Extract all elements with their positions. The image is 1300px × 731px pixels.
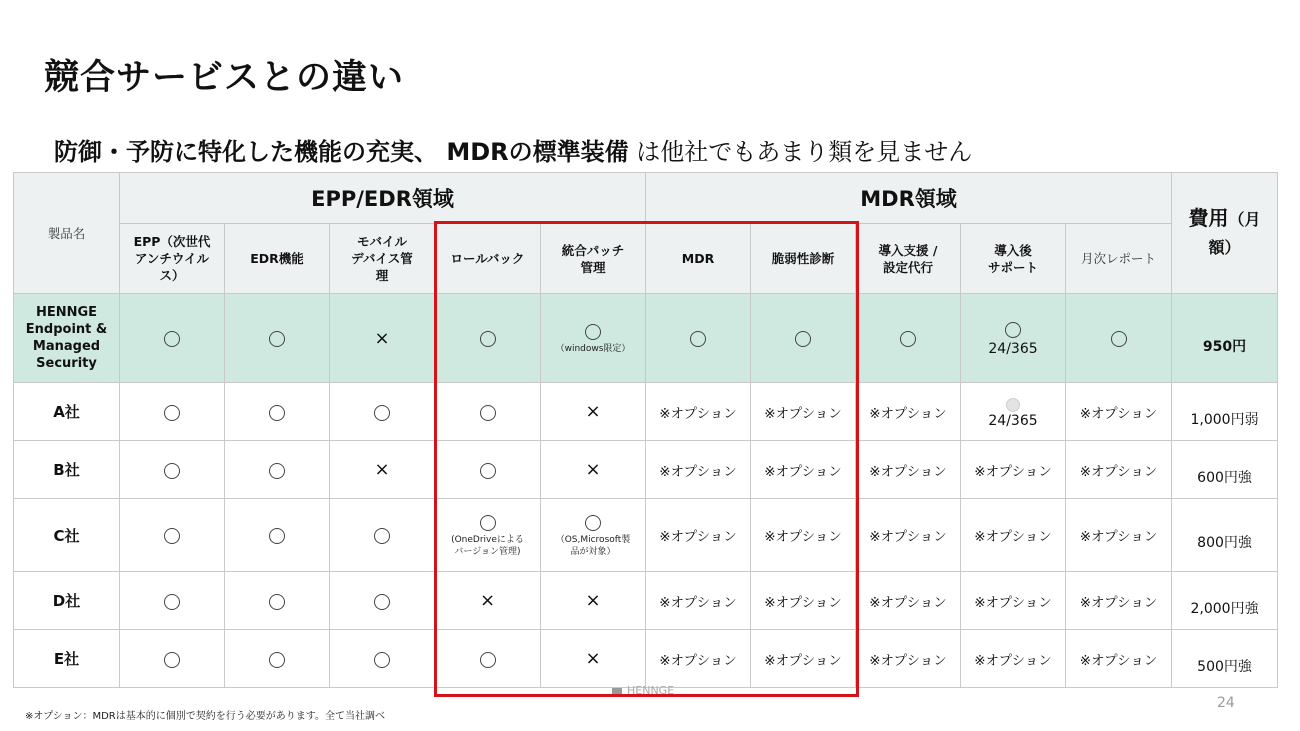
cell-available (120, 499, 225, 572)
cell-unavailable (541, 572, 646, 630)
option-text: ※オプション (1079, 463, 1158, 480)
table-row-our-product (14, 294, 1278, 383)
cell-available (856, 294, 961, 383)
cell-unavailable (541, 383, 646, 441)
circle-icon (164, 463, 180, 479)
page-title: 競合サービスとの違い (44, 58, 405, 98)
cell-unavailable (435, 572, 541, 630)
cell-available (330, 572, 435, 630)
cell-available (961, 383, 1066, 441)
circle-icon (480, 463, 496, 479)
cell-option (961, 441, 1066, 499)
cell-option (856, 441, 961, 499)
option-text: ※オプション (869, 405, 947, 422)
circle-icon (900, 331, 916, 347)
group-mdr: MDR領域 (646, 173, 1172, 224)
feature-line: 脆弱性診断 (771, 251, 835, 266)
cell-note: バージョン管理) (454, 546, 521, 557)
cross-icon: × (585, 401, 601, 422)
cell-option (856, 630, 961, 688)
price: 950円 (1202, 339, 1247, 355)
cross-icon: × (585, 459, 601, 480)
cell-option (646, 572, 751, 630)
page-number: 24 (1217, 695, 1235, 711)
circle-icon (374, 652, 390, 668)
cell-available (120, 630, 225, 688)
feature-line: 理 (375, 268, 389, 283)
option-text: ※オプション (1079, 652, 1158, 669)
cell-available (120, 383, 225, 441)
cell-available (961, 294, 1066, 383)
feature-line: EPP（次世代 (133, 234, 211, 249)
feature-line: 統合パッチ (561, 242, 625, 258)
cell-note: 品が対象） (570, 546, 616, 557)
cell-option (856, 499, 961, 572)
cell-available (120, 294, 225, 383)
option-text: ※オプション (1079, 594, 1158, 611)
feature-header-patch (541, 224, 646, 294)
cell-available (751, 294, 856, 383)
circle-icon (690, 331, 706, 347)
cell-option (646, 441, 751, 499)
subtitle-bold: 防御・予防に特化した機能の充実、 MDRの標準装備 (54, 138, 629, 166)
cell-option (751, 441, 856, 499)
circle-icon (269, 528, 285, 544)
price-cell (1172, 572, 1278, 630)
feature-line: サポート (988, 259, 1039, 275)
option-text: ※オプション (974, 594, 1052, 611)
circle-icon (374, 594, 390, 610)
cross-icon: × (585, 590, 601, 611)
product-name-line: Security (36, 356, 97, 371)
cell-unavailable (330, 294, 435, 383)
feature-line: 月次レポート (1081, 251, 1157, 266)
circle-icon (1005, 322, 1021, 338)
option-text: ※オプション (764, 405, 842, 422)
feature-header-mobile (330, 224, 435, 294)
option-text: ※オプション (869, 529, 947, 545)
cell-option (751, 383, 856, 441)
cell-option (1066, 630, 1172, 688)
cell-unavailable (330, 441, 435, 499)
feature-header-setup (856, 224, 961, 294)
cell-available (225, 630, 330, 688)
table-row (14, 441, 1278, 499)
support-value: 24/365 (988, 341, 1038, 357)
circle-icon (269, 463, 285, 479)
company-name: D社 (14, 572, 120, 630)
cost-header (1172, 173, 1278, 294)
feature-line: 導入後 (994, 242, 1032, 258)
feature-line: ロールバック (450, 251, 525, 266)
cell-available (435, 499, 541, 572)
cell-option (1066, 383, 1172, 441)
cell-available (435, 294, 541, 383)
cell-option (646, 499, 751, 572)
product-name-line: Endpoint & (25, 322, 108, 337)
cell-available (120, 441, 225, 499)
option-text: ※オプション (659, 652, 737, 669)
circle-icon (269, 652, 285, 668)
circle-icon (164, 652, 180, 668)
feature-line: モバイル (356, 234, 407, 249)
option-text: ※オプション (974, 529, 1052, 545)
table-row (14, 630, 1278, 688)
feature-line: アンチウイル (134, 251, 210, 266)
cost-header-line2: 額） (1208, 238, 1241, 257)
option-text: ※オプション (869, 652, 947, 669)
cell-option (1066, 572, 1172, 630)
cell-option (856, 383, 961, 441)
option-text: ※オプション (869, 463, 947, 480)
cell-option (961, 572, 1066, 630)
circle-icon (480, 652, 496, 668)
cell-available (1066, 294, 1172, 383)
cross-icon: × (585, 648, 601, 669)
feature-header-row (14, 224, 1278, 294)
feature-line: EDR機能 (250, 251, 304, 266)
cell-available (330, 383, 435, 441)
cell-option (961, 499, 1066, 572)
cell-unavailable (541, 441, 646, 499)
option-text: ※オプション (974, 652, 1052, 669)
company-logo: HENNGE (612, 684, 674, 697)
cross-icon: × (479, 590, 496, 611)
product-name-line: HENNGE (35, 305, 98, 320)
option-text: ※オプション (659, 529, 737, 545)
feature-header-report (1066, 224, 1172, 294)
comparison-table (13, 172, 1278, 688)
cross-icon: × (374, 327, 390, 349)
option-text: ※オプション (1079, 405, 1158, 422)
cell-option (646, 383, 751, 441)
company-name: C社 (14, 499, 120, 572)
cell-available (225, 441, 330, 499)
feature-line: 管理 (580, 259, 606, 275)
circle-icon (164, 528, 180, 544)
feature-header-mdr (646, 224, 751, 294)
cell-option (1066, 499, 1172, 572)
feature-header-vuln (751, 224, 856, 294)
cell-option (751, 572, 856, 630)
price: 600円強 (1197, 469, 1252, 486)
circle-icon (480, 405, 496, 421)
circle-icon (164, 594, 180, 610)
cell-option (961, 630, 1066, 688)
feature-line: デバイス管 (351, 251, 413, 266)
option-text: ※オプション (659, 463, 737, 480)
option-text: ※オプション (869, 594, 947, 611)
cell-available (225, 383, 330, 441)
circle-icon (164, 405, 180, 421)
circle-icon (269, 594, 285, 610)
cell-available (646, 294, 751, 383)
company-name: E社 (14, 630, 120, 688)
cost-header-suffix: （月 (1228, 210, 1261, 229)
feature-header-rollback (435, 224, 541, 294)
cell-available (435, 630, 541, 688)
cell-option (751, 499, 856, 572)
footnote: ※オプション：MDRは基本的に個別で契約を行う必要があります。全て当社調べ (25, 711, 385, 722)
company-name: B社 (14, 441, 120, 499)
cell-unavailable (541, 630, 646, 688)
option-text: ※オプション (764, 594, 842, 611)
circle-icon (374, 528, 390, 544)
feature-line: 導入支援 / (878, 242, 938, 258)
subtitle (54, 132, 972, 167)
circle-icon (795, 331, 811, 347)
feature-line: 設定代行 (883, 259, 934, 275)
feature-header-support (961, 224, 1066, 294)
circle-icon (164, 331, 180, 347)
cell-note: （windows限定） (555, 344, 631, 354)
price-cell (1172, 630, 1278, 688)
circle-icon (585, 515, 601, 531)
option-text: ※オプション (659, 405, 737, 422)
price: 800円強 (1197, 535, 1252, 551)
group-header-row (14, 173, 1278, 224)
cell-available (120, 572, 225, 630)
group-epp-edr: EPP/EDR領域 (120, 173, 646, 224)
cell-note: （OS,Microsoft製 (555, 534, 631, 545)
circle-icon (480, 331, 496, 347)
cell-available (541, 294, 646, 383)
circle-icon (1111, 331, 1127, 347)
cell-available (225, 294, 330, 383)
cell-available (435, 441, 541, 499)
grey-dot-icon (1006, 398, 1020, 412)
feature-header-edr (225, 224, 330, 294)
cell-available (330, 630, 435, 688)
option-text: ※オプション (764, 529, 842, 545)
price: 2,000円強 (1190, 600, 1259, 617)
cross-icon: × (374, 459, 390, 480)
support-value: 24/365 (988, 413, 1038, 429)
cell-note: (OneDriveによる (451, 534, 524, 545)
cell-available (330, 499, 435, 572)
cell-option (751, 630, 856, 688)
option-text: ※オプション (659, 594, 737, 611)
product-header: 製品名 (14, 173, 120, 294)
product-name-line: Managed (32, 339, 101, 354)
product-name-ours (14, 294, 120, 383)
feature-line: ス） (159, 268, 185, 283)
cell-available (225, 499, 330, 572)
option-text: ※オプション (764, 652, 842, 669)
table-row (14, 383, 1278, 441)
price-cell (1172, 383, 1278, 441)
cell-option (646, 630, 751, 688)
feature-header-epp (120, 224, 225, 294)
price: 500円強 (1197, 658, 1252, 675)
circle-icon (269, 405, 285, 421)
circle-icon (374, 405, 390, 421)
circle-icon (480, 515, 496, 531)
circle-icon (269, 331, 285, 347)
subtitle-normal: は他社でもあまり類を見ません (628, 138, 973, 166)
company-name: A社 (14, 383, 120, 441)
price-cell (1172, 441, 1278, 499)
option-text: ※オプション (974, 463, 1052, 480)
cell-option (856, 572, 961, 630)
cell-available (225, 572, 330, 630)
circle-icon (585, 324, 601, 340)
table-row (14, 499, 1278, 572)
cell-available (435, 383, 541, 441)
price-cell (1172, 499, 1278, 572)
option-text: ※オプション (1079, 529, 1158, 545)
cost-header-label: 費用 (1188, 206, 1229, 230)
price-cell (1172, 294, 1278, 383)
option-text: ※オプション (764, 463, 842, 480)
table-row (14, 572, 1278, 630)
feature-line: MDR (681, 251, 715, 266)
cell-option (1066, 441, 1172, 499)
price: 1,000円弱 (1190, 411, 1259, 428)
cell-available (541, 499, 646, 572)
